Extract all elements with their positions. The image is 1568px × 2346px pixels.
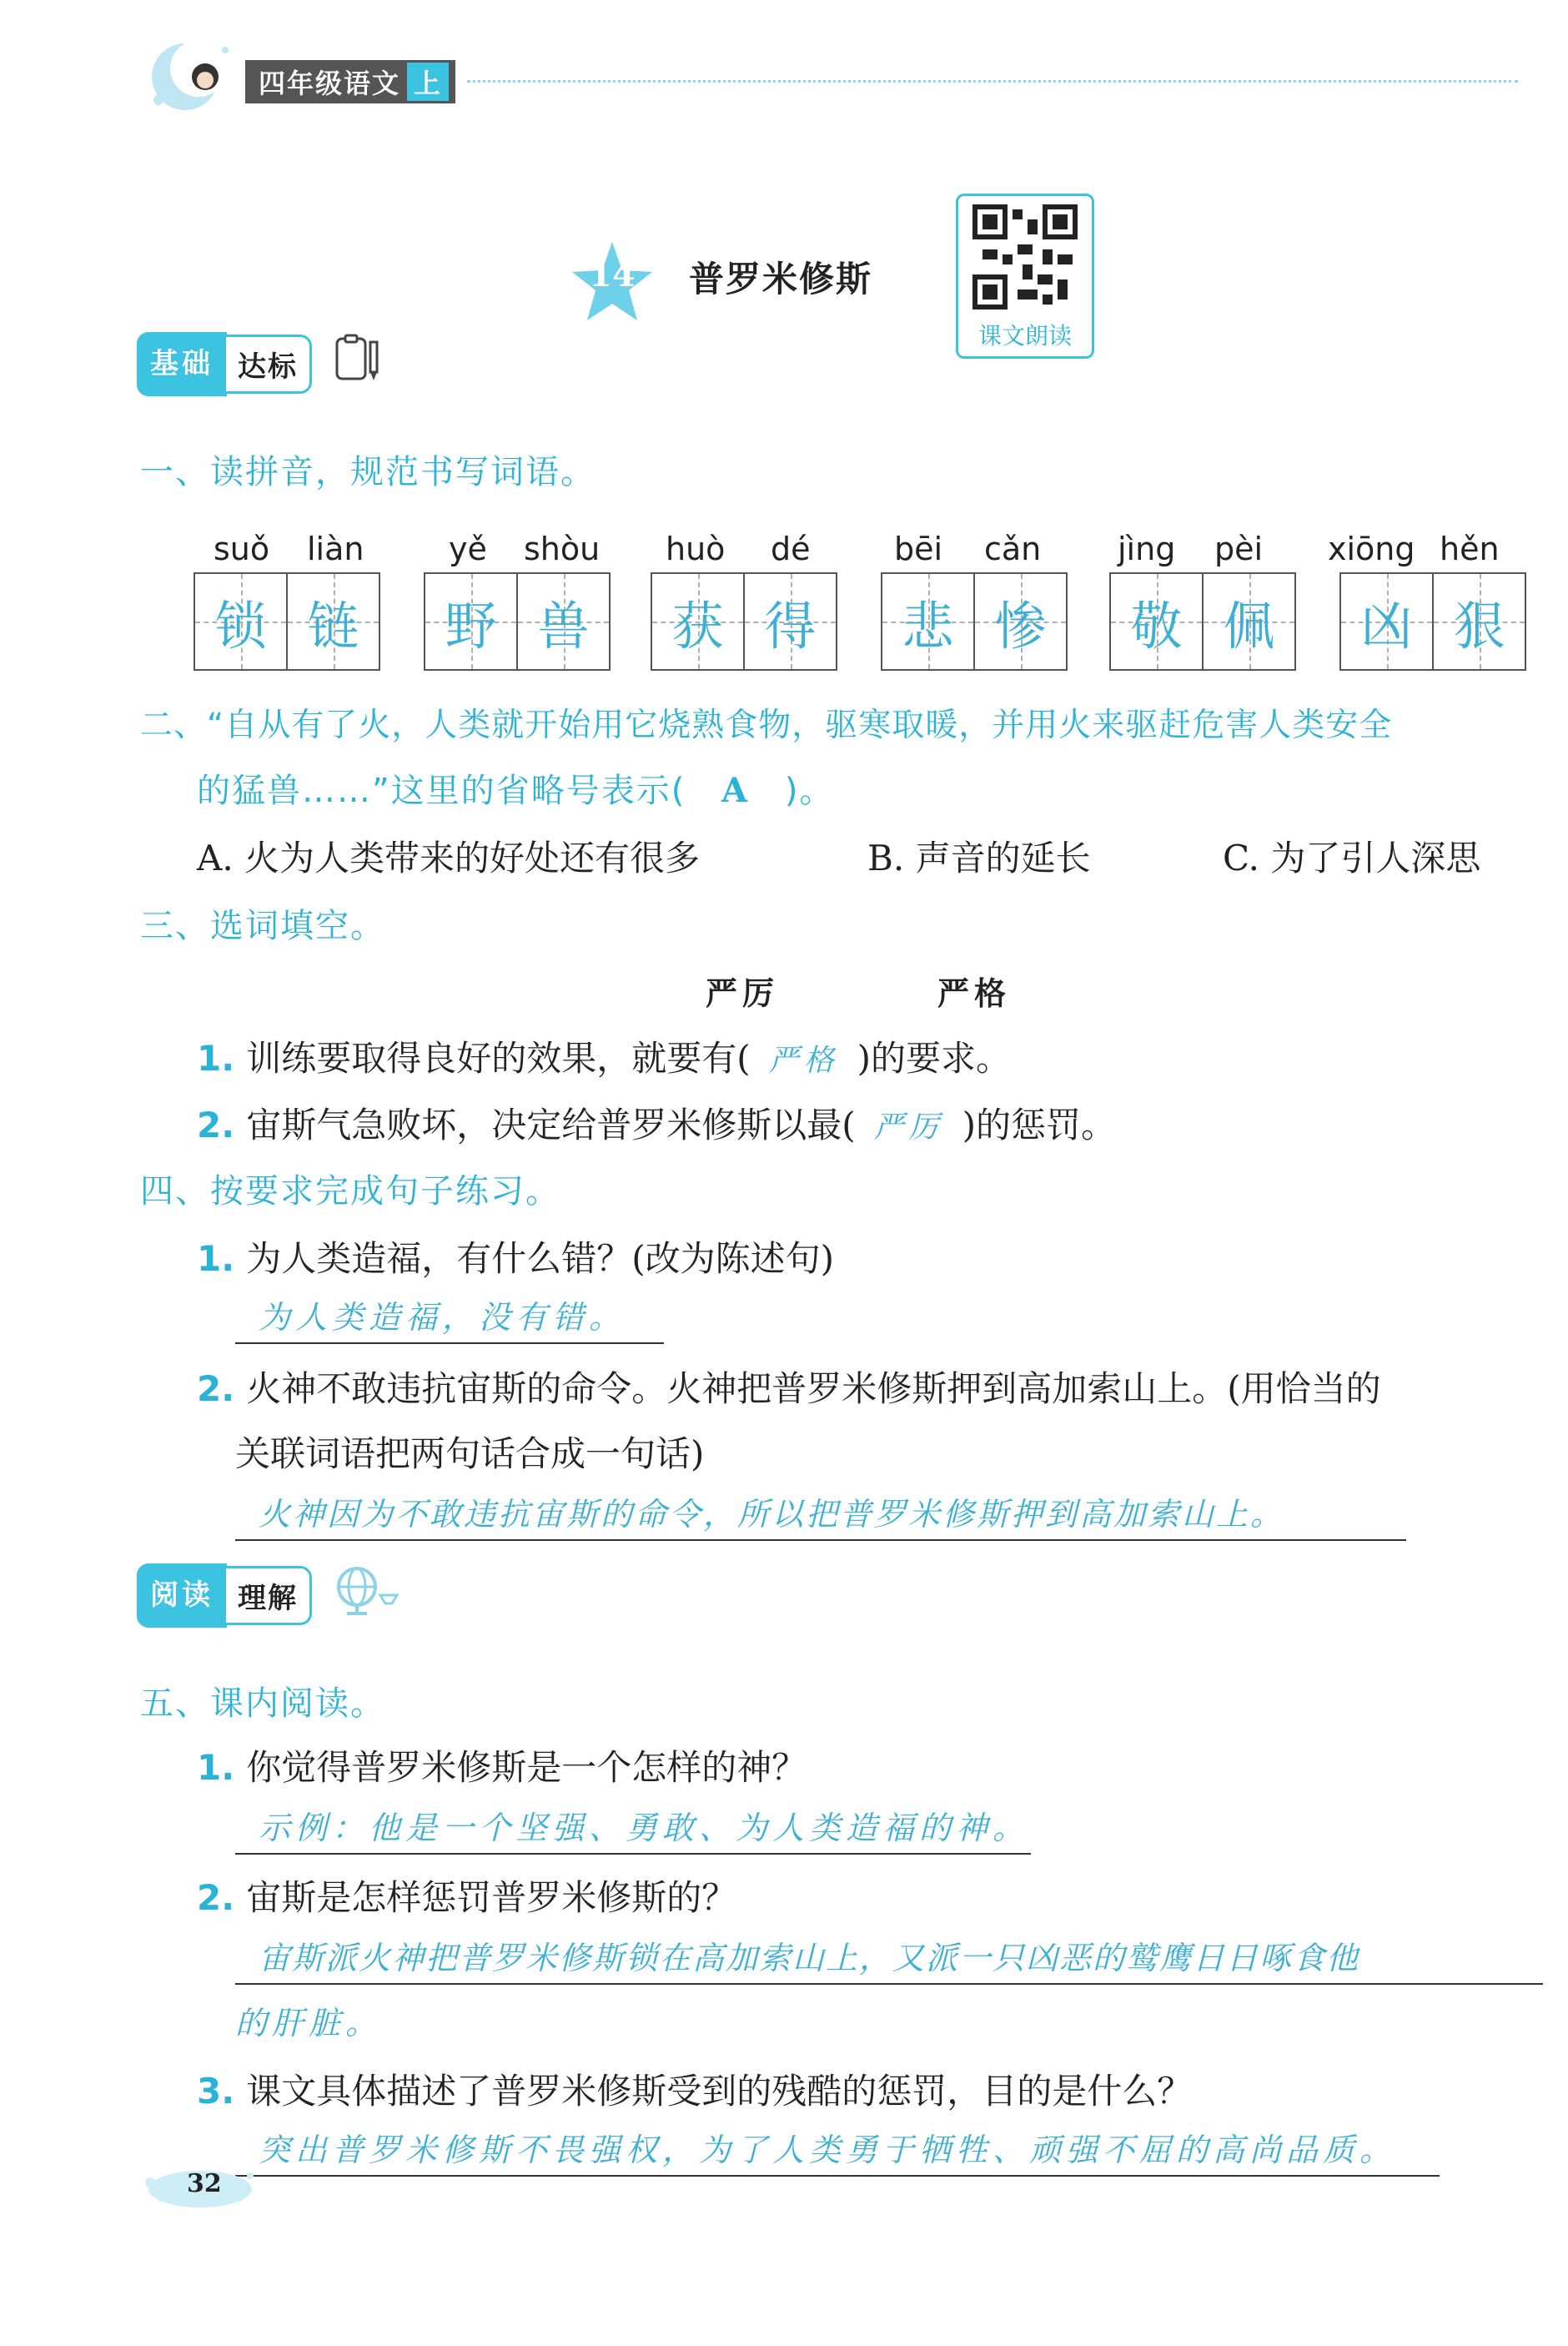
section-badge-basic: [137, 332, 312, 396]
written-char: 凶: [1360, 595, 1413, 657]
written-char: 野: [445, 595, 497, 657]
question-4-item-2-line2: 关联词语把两句话合成一句话): [235, 1433, 705, 1474]
item-post: )的惩罚。: [962, 1105, 1116, 1145]
option-b: B. 声音的延长: [867, 838, 1091, 878]
badge-right: 理解: [224, 1566, 312, 1625]
lesson-number: 14: [589, 255, 636, 295]
item-pre: 宙斯气急败坏，决定给普罗米修斯以最(: [246, 1105, 856, 1145]
badge-left: 阅读: [137, 1563, 227, 1628]
written-char: 敬: [1130, 595, 1183, 657]
writing-grid: [1109, 572, 1296, 671]
written-char: 链: [307, 595, 359, 657]
pinyin: jìng: [1118, 531, 1176, 567]
answer-line: 示例：他是一个坚强、勇敢、为人类造福的神。: [235, 1802, 1031, 1855]
item-text: 课文具体描述了普罗米修斯受到的残酷的惩罚，目的是什么？: [246, 2071, 1193, 2112]
item-number: 2.: [197, 1877, 235, 1918]
book-label: [245, 60, 455, 103]
question-1-prompt: 一、读拼音，规范书写词语。: [140, 453, 596, 491]
question-4-prompt: 四、按要求完成句子练习。: [140, 1172, 560, 1211]
answer-line: 宙斯派火神把普罗米修斯锁在高加索山上，又派一只凶恶的鹫鹰日日啄食他: [235, 1932, 1543, 1985]
written-char: 悲: [902, 595, 954, 657]
grid-cell: [425, 574, 516, 669]
question-5-prompt: 五、课内阅读。: [140, 1684, 385, 1723]
item-number: 3.: [197, 2071, 235, 2112]
written-char: 狠: [1453, 595, 1505, 657]
grid-cell: [973, 574, 1066, 669]
question-3-item: [197, 1031, 1011, 1081]
item-answer: 严厉: [873, 1110, 944, 1145]
question-2-line2-post: )。: [784, 772, 835, 810]
grid-cell: [882, 574, 973, 669]
item-number: 1.: [197, 1038, 235, 1079]
written-char: 佩: [1223, 595, 1275, 657]
item-text: 宙斯是怎样惩罚普罗米修斯的？: [246, 1877, 737, 1918]
question-4-item-1: [197, 1231, 834, 1281]
writing-grid: [651, 572, 837, 671]
question-5-item-2: [197, 1870, 736, 1921]
pinyin: bēi: [894, 531, 943, 567]
question-4-item-2-line1: [197, 1362, 1381, 1412]
clipboard-icon: [332, 330, 385, 387]
item-text: 火神不敢违抗宙斯的命令。火神把普罗米修斯押到高加索山上。(用恰当的: [246, 1368, 1381, 1409]
item-post: )的要求。: [857, 1038, 1011, 1079]
option-a: A. 火为人类带来的好处还有很多: [197, 838, 701, 878]
pinyin: pèi: [1214, 531, 1264, 567]
grid-cell: [1202, 574, 1294, 669]
globe-icon: [332, 1562, 412, 1622]
volume-label: 上: [407, 63, 449, 101]
pinyin: shòu: [524, 531, 601, 567]
answer-line: 火神因为不敢违抗宙斯的命令，所以把普罗米修斯押到高加索山上。: [235, 1488, 1406, 1541]
question-2-line2-pre: 的猛兽……”这里的省略号表示(: [197, 772, 686, 810]
question-3-prompt: 三、选词填空。: [140, 907, 385, 945]
pinyin: yě: [449, 531, 487, 567]
written-char: 得: [764, 595, 817, 657]
header-rule: [467, 80, 1518, 83]
pinyin: cǎn: [984, 531, 1042, 567]
grid-cell: [286, 574, 379, 669]
answer-line: 突出普罗米修斯不畏强权，为了人类勇于牺牲、顽强不屈的高尚品质。: [235, 2124, 1440, 2177]
question-5-item-3: [197, 2064, 1192, 2114]
item-answer: 严格: [768, 1044, 839, 1078]
item-number: 1.: [197, 1238, 235, 1279]
written-char: 惨: [994, 595, 1047, 657]
header-decoration: [133, 25, 242, 117]
question-2-line2: [197, 764, 834, 812]
question-5-item-1: [197, 1740, 807, 1790]
written-char: 锁: [214, 595, 267, 657]
grid-cell: [1432, 574, 1525, 669]
question-2-answer: A: [721, 771, 750, 810]
pinyin: huò: [666, 531, 726, 567]
item-number: 1.: [197, 1747, 235, 1788]
item-text: 为人类造福，有什么错？(改为陈述句): [246, 1238, 834, 1279]
pinyin: hěn: [1440, 531, 1500, 567]
answer-line: 为人类造福，没有错。: [235, 1291, 664, 1344]
page-number: 32: [187, 2169, 222, 2198]
pinyin: suǒ: [214, 531, 270, 567]
lesson-title: 普罗米修斯: [689, 259, 873, 300]
qr-caption: 课文朗读: [977, 322, 1072, 350]
pinyin: dé: [771, 531, 811, 567]
grid-cell: [516, 574, 609, 669]
pinyin: liàn: [307, 531, 364, 567]
word-choice: 严厉: [706, 975, 780, 1012]
written-char: 兽: [537, 595, 590, 657]
section-badge-reading: [137, 1563, 312, 1628]
grid-cell: [743, 574, 836, 669]
item-text: 你觉得普罗米修斯是一个怎样的神？: [246, 1747, 807, 1788]
writing-grid: [881, 572, 1068, 671]
writing-grid: [193, 572, 380, 671]
grid-cell: [1111, 574, 1202, 669]
item-number: 2.: [197, 1368, 235, 1409]
badge-left: 基础: [137, 332, 227, 396]
answer-line-continued: 的肝脏。: [235, 2005, 383, 2041]
pinyin: xiōng: [1328, 531, 1415, 567]
item-number: 2.: [197, 1105, 235, 1145]
cartoon-moon-icon: [133, 25, 242, 117]
written-char: 获: [671, 595, 724, 657]
question-3-item: [197, 1098, 1116, 1148]
grid-cell: [195, 574, 286, 669]
badge-right: 达标: [224, 335, 312, 394]
qr-code-icon: [972, 204, 1078, 310]
writing-grid: [1339, 572, 1526, 671]
qr-code[interactable]: [956, 194, 1094, 359]
writing-grid: [424, 572, 611, 671]
grid-cell: [652, 574, 743, 669]
grid-cell: [1341, 574, 1432, 669]
option-c: C. 为了引人深思: [1223, 838, 1481, 878]
word-choice: 严格: [937, 975, 1012, 1012]
item-pre: 训练要取得良好的效果，就要有(: [246, 1038, 751, 1079]
book-label-text: 四年级语文: [259, 68, 401, 99]
question-2-line1: 二、“自从有了火，人类就开始用它烧熟食物，驱寒取暖，并用火来驱赶危害人类安全: [140, 707, 1393, 744]
